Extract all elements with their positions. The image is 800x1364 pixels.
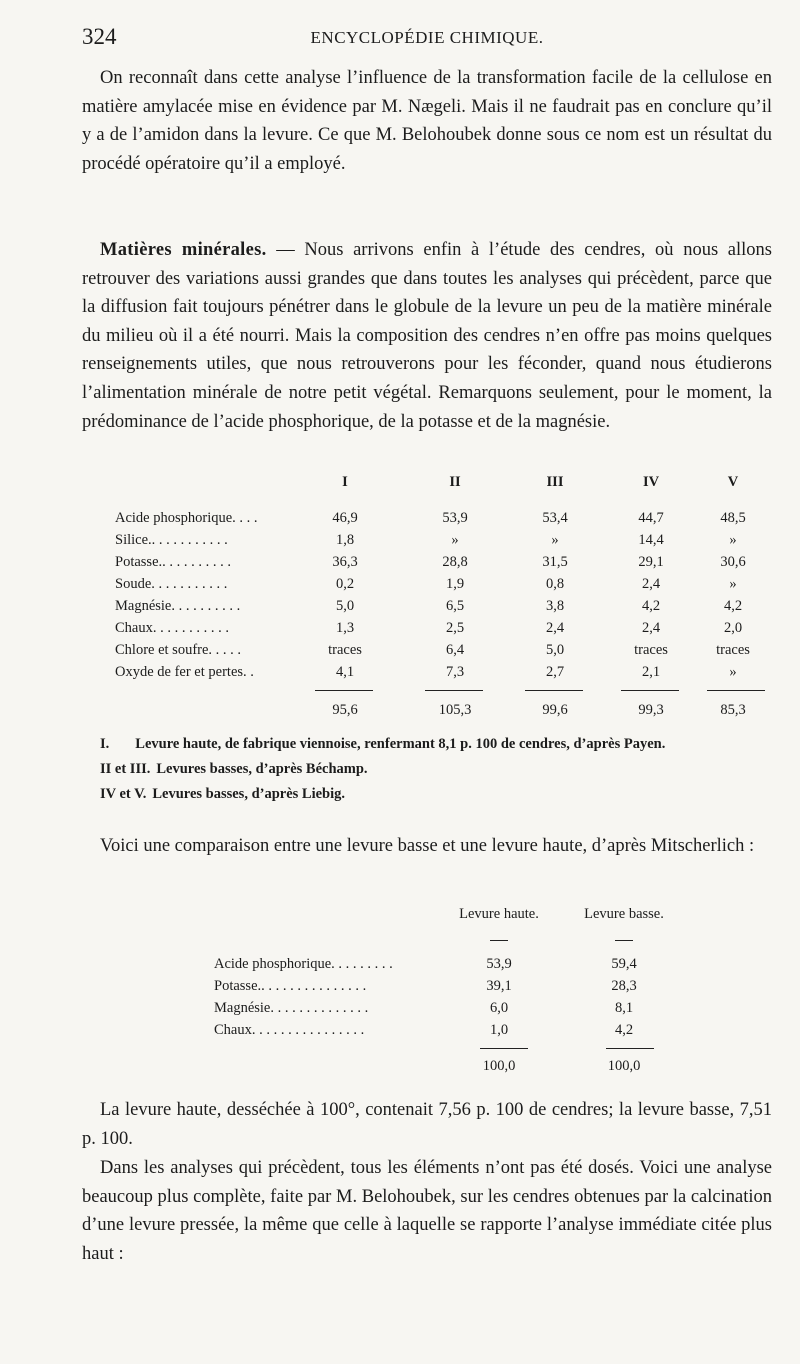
total-cell: 100,0 <box>482 1058 516 1074</box>
table-cell: 0,8 <box>545 576 565 592</box>
table-cell: 59,4 <box>611 956 637 972</box>
row-label: Chlore et soufre. . . . . <box>115 642 242 658</box>
comparison-table <box>214 906 684 1086</box>
column-header: Levure basse. <box>584 906 664 922</box>
header-dash <box>615 940 633 941</box>
table-cell: 2,4 <box>641 620 661 636</box>
table-cell: 1,9 <box>445 576 465 592</box>
column-header: IV <box>642 474 660 490</box>
table-note <box>100 782 665 807</box>
total-rule <box>707 690 765 691</box>
note-text: Levure haute, de fabrique viennoise, renfermant 8,1 p. 100 de cendres, d’après Payen. <box>135 736 666 752</box>
table-cell: traces <box>716 642 750 658</box>
table-cell: » <box>451 532 459 548</box>
table-cell: » <box>551 532 559 548</box>
total-rule <box>621 690 679 691</box>
total-rule <box>606 1048 654 1049</box>
table-cell: 5,0 <box>335 598 355 614</box>
table-cell: 39,1 <box>486 978 512 994</box>
table-cell: 1,0 <box>489 1022 509 1038</box>
row-label: Chaux. . . . . . . . . . . <box>115 620 229 636</box>
header-dash <box>490 940 508 941</box>
table-cell: 4,2 <box>614 1022 634 1038</box>
row-label: Magnésie. . . . . . . . . . <box>115 598 241 614</box>
column-header: V <box>727 474 739 490</box>
column-header: III <box>546 474 564 490</box>
table-cell: 44,7 <box>638 510 664 526</box>
table-cell: 14,4 <box>638 532 664 548</box>
table-cell: 2,1 <box>641 664 661 680</box>
table-cell: 30,6 <box>720 554 746 570</box>
column-header: I <box>342 474 348 490</box>
row-label: Chaux. . . . . . . . . . . . . . . . <box>214 1022 365 1038</box>
table-cell: 53,4 <box>542 510 568 526</box>
table-note <box>100 757 665 782</box>
total-rule <box>425 690 483 691</box>
table-cell: 4,2 <box>641 598 661 614</box>
total-rule <box>480 1048 528 1049</box>
note-key: IV et V. <box>100 786 147 802</box>
row-label: Potasse.. . . . . . . . . . . . . . . <box>214 978 367 994</box>
table-note <box>100 732 665 757</box>
total-rule <box>315 690 373 691</box>
note-key: II et III. <box>100 761 151 777</box>
table-notes <box>100 732 665 807</box>
paragraph-body: — Nous arrivons enfin à l’étude des cendres, où nous allons retrouver des variations aussi grandes que dans toutes les analyses qui précèdent, parce que la diffusion fait toujours pénétrer dans le globule de la levure un peu de la matière minérale du milieu où il a été nourri. Mais la composition des cendres n’en offre pas moins quelques renseignements utiles, que nous retrouverons pour les féconder, quand nous étudierons l’alimentation minérale de notre petit végétal. Remarquons seulement, pour le moment, la prédominance de l’acide phosphorique, de la potasse et de la magnésie. <box>82 240 772 432</box>
table-cell: 2,0 <box>723 620 743 636</box>
table-cell: 3,8 <box>545 598 565 614</box>
table-cell: 1,3 <box>335 620 355 636</box>
table-cell: 46,9 <box>332 510 358 526</box>
table-cell: 2,4 <box>545 620 565 636</box>
table-cell: 8,1 <box>614 1000 634 1016</box>
table-cell: 6,5 <box>445 598 465 614</box>
total-cell: 95,6 <box>332 702 358 718</box>
section-heading: Matières minérales. <box>100 240 267 260</box>
table-cell: 0,2 <box>335 576 355 592</box>
table-cell: » <box>729 664 737 680</box>
table-cell: 5,0 <box>545 642 565 658</box>
row-label: Magnésie. . . . . . . . . . . . . . <box>214 1000 369 1016</box>
table-cell: » <box>729 576 737 592</box>
paragraph-comparison: Voici une comparaison entre une levure basse et une levure haute, d’après Mitscherlich : <box>100 836 755 856</box>
table-cell: 4,1 <box>335 664 355 680</box>
table-cell: » <box>729 532 737 548</box>
running-title: ENCYCLOPÉDIE CHIMIQUE. <box>310 28 544 47</box>
note-text: Levures basses, d’après Béchamp. <box>156 761 368 777</box>
note-key: I. <box>100 736 110 752</box>
table-cell: 36,3 <box>332 554 358 570</box>
column-header: Levure haute. <box>459 906 539 922</box>
page-header <box>82 24 772 54</box>
total-cell: 100,0 <box>607 1058 641 1074</box>
table-cell: 6,0 <box>489 1000 509 1016</box>
table-cell: 53,9 <box>442 510 468 526</box>
table-cell: traces <box>634 642 668 658</box>
total-cell: 99,3 <box>638 702 664 718</box>
table-cell: 7,3 <box>445 664 465 680</box>
ash-analysis-table <box>115 474 765 744</box>
paragraph-mineral-matters <box>82 236 772 436</box>
page-number: 324 <box>82 24 117 49</box>
row-label: Acide phosphorique. . . . . . . . . <box>214 956 393 972</box>
table-cell: 1,8 <box>335 532 355 548</box>
paragraph-cellulose: On reconnaît dans cette analyse l’influence de la transformation facile de la cellulose en matière amylacée mise en évidence par M. Nægeli. Mais il ne faudrait pas en conclure qu’il y a de l’amidon dans la levure. Ce que M. Belohoubek donne sous ce nom est un résultat du procédé opératoire qu’il a employé. <box>82 68 772 174</box>
row-label: Oxyde de fer et pertes. . <box>115 664 254 680</box>
row-label: Acide phosphorique. . . . <box>115 510 258 526</box>
total-cell: 99,6 <box>542 702 568 718</box>
table-cell: 29,1 <box>638 554 664 570</box>
table-cell: 28,8 <box>442 554 468 570</box>
note-text: Levures basses, d’après Liebig. <box>152 786 346 802</box>
paragraph-ash-content: La levure haute, desséchée à 100°, contenait 7,56 p. 100 de cendres; la levure basse, 7,51 p. 100. <box>82 1100 772 1149</box>
row-label: Silice.. . . . . . . . . . . <box>115 532 228 548</box>
total-cell: 105,3 <box>438 702 472 718</box>
table-cell: 28,3 <box>611 978 637 994</box>
table-cell: 48,5 <box>720 510 746 526</box>
table-cell: 53,9 <box>486 956 512 972</box>
column-header: II <box>449 474 461 490</box>
row-label: Soude. . . . . . . . . . . <box>115 576 228 592</box>
table-cell: 2,5 <box>445 620 465 636</box>
table-cell: 6,4 <box>445 642 465 658</box>
total-rule <box>525 690 583 691</box>
table-cell: traces <box>328 642 362 658</box>
paragraph-complete-analysis: Dans les analyses qui précèdent, tous les éléments n’ont pas été dosés. Voici une analyse beaucoup plus complète, faite par M. Belohoubek, sur les cendres obtenues par la calcination d’une levure pressée, la même que celle à laquelle se rapporte l’analyse immédiate citée plus haut : <box>82 1158 772 1264</box>
total-cell: 85,3 <box>720 702 746 718</box>
table-cell: 4,2 <box>723 598 743 614</box>
table-cell: 31,5 <box>542 554 568 570</box>
row-label: Potasse.. . . . . . . . . . <box>115 554 231 570</box>
table-cell: 2,7 <box>545 664 565 680</box>
table-cell: 2,4 <box>641 576 661 592</box>
